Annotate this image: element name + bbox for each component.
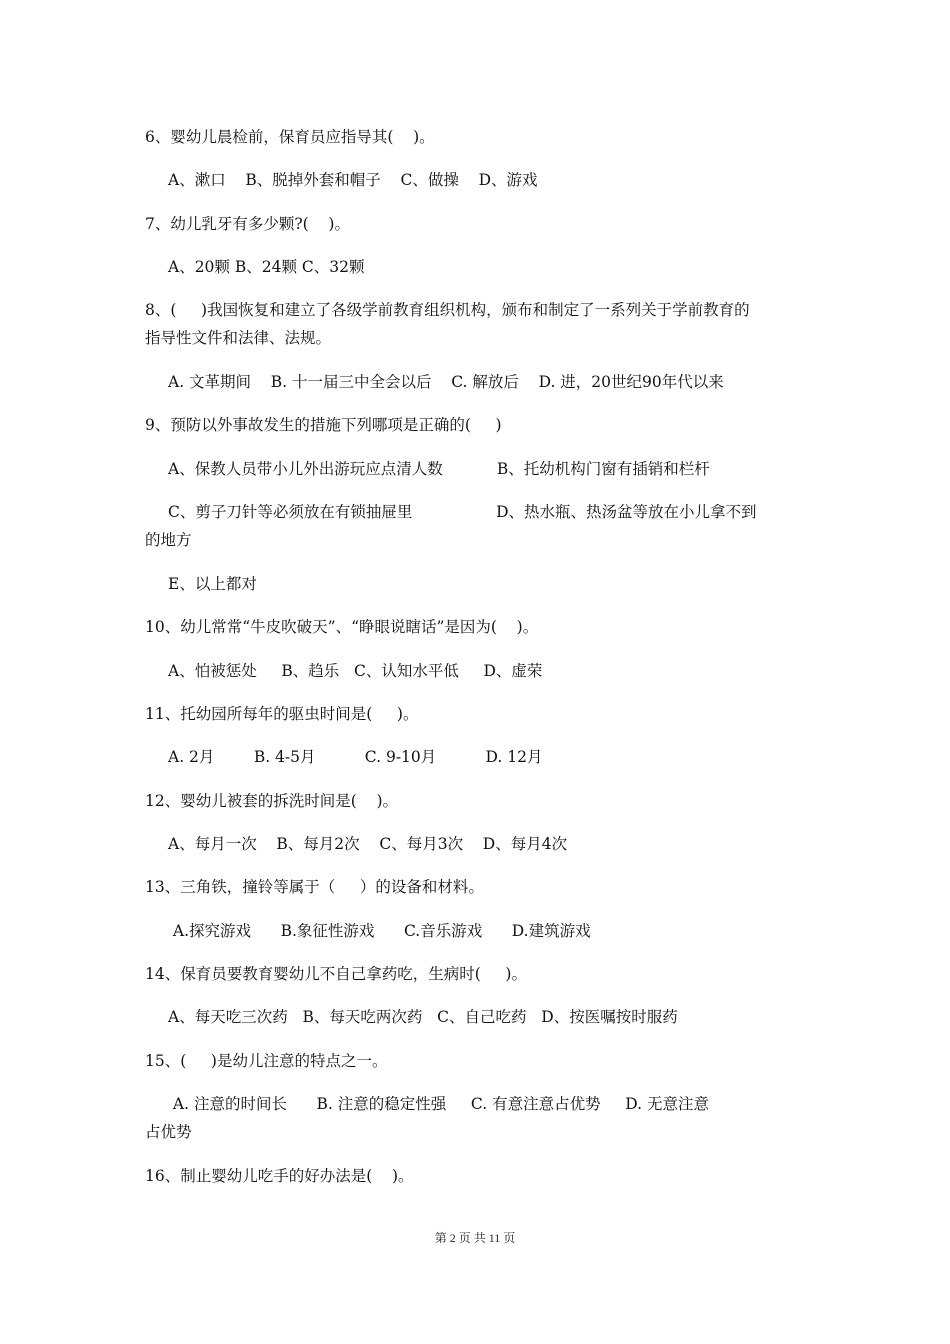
- question-8-continued: 指导性文件和法律、法规。: [145, 329, 332, 347]
- page-number-footer: 第 2 页 共 11 页: [434, 1231, 516, 1245]
- question-15-options: A. 注意的时间长 B. 注意的稳定性强 C. 有意注意占优势 D. 无意注意: [168, 1095, 709, 1113]
- question-14-options: A、每天吃三次药 B、每天吃两次药 C、自己吃药 D、按医嘱按时服药: [168, 1008, 678, 1026]
- question-12: 12、婴幼儿被套的拆洗时间是( )。: [145, 792, 399, 810]
- question-9: 9、预防以外事故发生的措施下列哪项是正确的( ): [145, 416, 502, 434]
- question-12-options: A、每月一次 B、每月2次 C、每月3次 D、每月4次: [168, 835, 568, 853]
- question-7: 7、幼儿乳牙有多少颗?( )。: [145, 215, 350, 233]
- question-9-options-cd-continued: 的地方: [145, 531, 192, 549]
- question-15: 15、( )是幼儿注意的特点之一。: [145, 1052, 388, 1070]
- question-6: 6、婴幼儿晨检前，保育员应指导其( )。: [145, 128, 435, 146]
- question-14: 14、保育员要教育婴幼儿不自己拿药吃，生病时( )。: [145, 965, 527, 983]
- question-11-options: A. 2月 B. 4-5月 C. 9-10月 D. 12月: [168, 748, 543, 766]
- question-8: 8、( )我国恢复和建立了各级学前教育组织机构，颁布和制定了一系列关于学前教育的: [145, 301, 750, 319]
- question-10-options: A、怕被惩处 B、趋乐 C、认知水平低 D、虚荣: [168, 662, 543, 680]
- question-10: 10、幼儿常常“牛皮吹破天”、“睁眼说瞎话”是因为( )。: [145, 618, 539, 636]
- question-9-options-ab: A、保教人员带小儿外出游玩应点清人数 B、托幼机构门窗有插销和栏杆: [168, 460, 710, 478]
- question-11: 11、托幼园所每年的驱虫时间是( )。: [145, 705, 419, 723]
- question-7-options: A、20颗 B、24颗 C、32颗: [168, 258, 365, 276]
- question-13: 13、三角铁，撞铃等属于（ ）的设备和材料。: [145, 878, 484, 896]
- question-8-options: A. 文革期间 B. 十一届三中全会以后 C. 解放后 D. 进，20世纪90年代以来: [168, 373, 724, 391]
- question-13-options: A.探究游戏 B.象征性游戏 C.音乐游戏 D.建筑游戏: [168, 922, 591, 940]
- question-16: 16、制止婴幼儿吃手的好办法是( )。: [145, 1167, 414, 1185]
- question-6-options: A、漱口 B、脱掉外套和帽子 C、做操 D、游戏: [168, 171, 538, 189]
- question-9-option-e: E、以上都对: [168, 575, 257, 593]
- question-15-options-continued: 占优势: [145, 1123, 192, 1141]
- question-9-options-cd: C、剪子刀针等必须放在有锁抽屉里 D、热水瓶、热汤盆等放在小儿拿不到: [168, 503, 757, 521]
